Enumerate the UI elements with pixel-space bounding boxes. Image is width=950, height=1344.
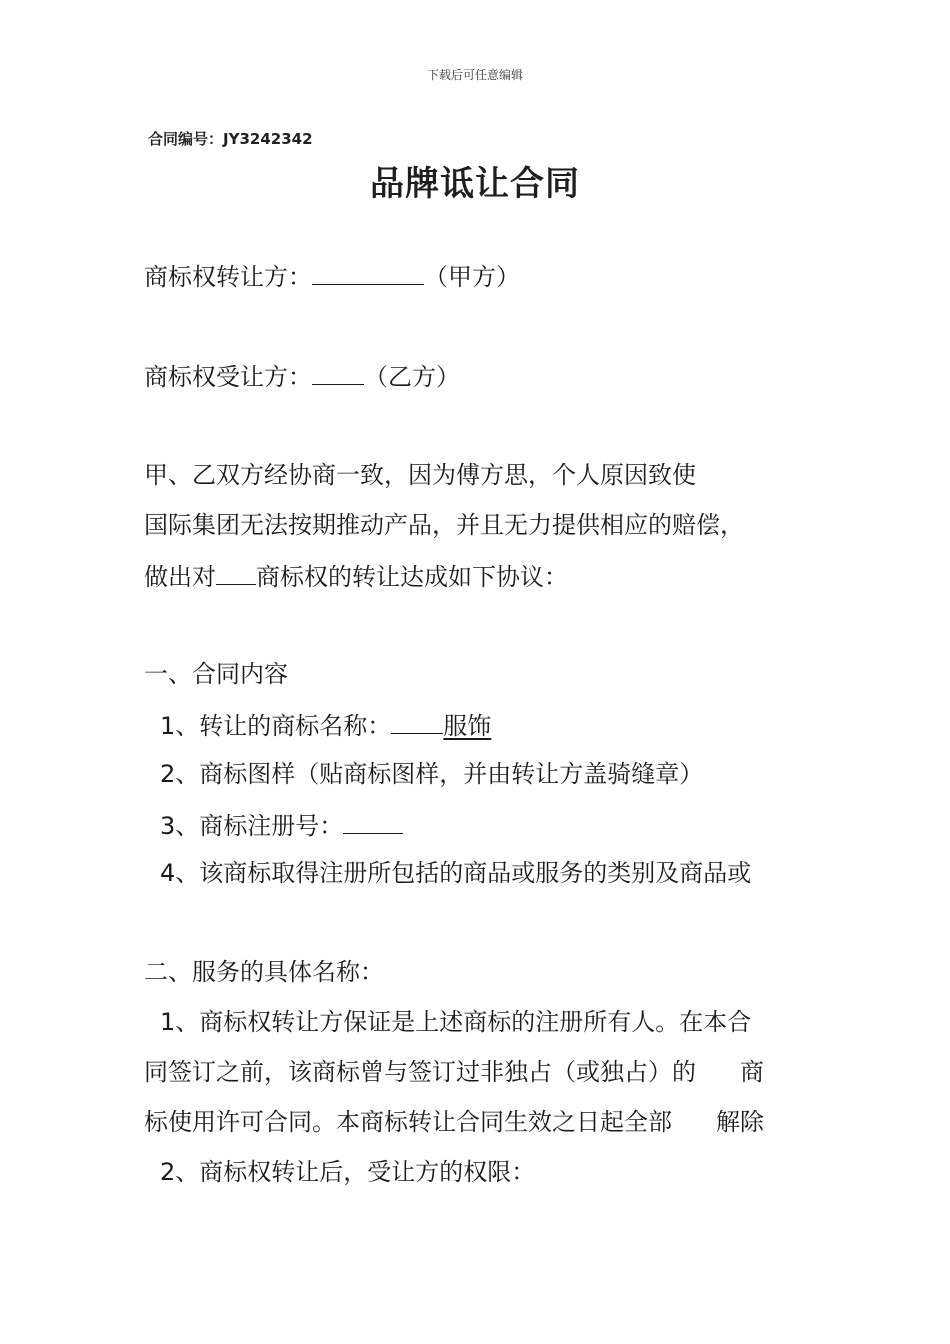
p1-line2-end: 商 <box>740 1058 764 1086</box>
section1-item4: 4、该商标取得注册所包括的商品或服务的类别及商品或 <box>160 859 752 887</box>
section2-p1-line2 <box>144 1057 764 1087</box>
transferor-line <box>144 260 520 292</box>
transferor-suffix: （甲方） <box>424 263 520 291</box>
section1-item1 <box>160 709 491 741</box>
p1-line3-text: 标使用许可合同。本商标转让合同生效之日起全部 <box>144 1108 672 1136</box>
transferor-label: 商标权转让方： <box>144 263 312 291</box>
section2-heading: 二、服务的具体名称： <box>144 958 384 986</box>
transferee-blank[interactable] <box>312 360 364 385</box>
transferee-suffix: （乙方） <box>364 363 460 391</box>
document-title: 品牌诋让合同 <box>370 164 580 204</box>
registration-number-blank[interactable] <box>343 809 403 834</box>
transferor-blank[interactable] <box>312 260 424 285</box>
transferee-label: 商标权受让方： <box>144 363 312 391</box>
item1-blank <box>391 709 443 734</box>
section2-item2: 2、商标权转让后，受让方的权限： <box>160 1158 536 1186</box>
item1-label: 1、转让的商标名称： <box>160 712 392 740</box>
p1-line2-text: 同签订之前，该商标曾与签订过非独占（或独占）的 <box>144 1058 696 1086</box>
contract-number: 合同编号：JY3242342 <box>148 130 313 148</box>
section1-item3 <box>160 809 403 841</box>
intro-line-2: 国际集团无法按期推动产品，并且无力提供相应的赔偿， <box>144 511 744 539</box>
item1-value: 服饰 <box>443 712 492 740</box>
trademark-blank[interactable] <box>216 560 256 585</box>
intro-line-3-start: 做出对 <box>144 563 216 591</box>
section2-p1-line3 <box>144 1107 764 1137</box>
intro-line-1: 甲、乙双方经协商一致，因为傅方思，个人原因致使 <box>144 461 696 489</box>
header-note: 下载后可任意编辑 <box>426 68 523 82</box>
p1-line3-end: 解除 <box>716 1108 764 1136</box>
intro-line-3 <box>144 560 568 592</box>
section1-heading: 一、合同内容 <box>144 660 288 688</box>
item3-label: 3、商标注册号： <box>160 812 344 840</box>
transferee-line <box>144 360 460 392</box>
section2-p1-line1: 1、商标权转让方保证是上述商标的注册所有人。在本合 <box>160 1008 752 1036</box>
section1-item2: 2、商标图样（贴商标图样，并由转让方盖骑缝章） <box>160 760 704 788</box>
intro-line-3-end: 商标权的转让达成如下协议： <box>256 563 568 591</box>
